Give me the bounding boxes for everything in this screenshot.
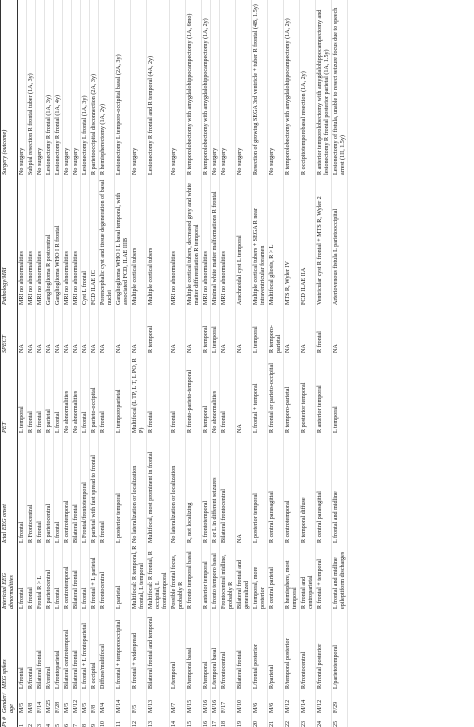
table-cell: R/temporal posterior [284, 609, 300, 689]
table-row [45, 0, 54, 727]
table-cell: R temporal [202, 305, 211, 353]
table-cell: 17 [211, 713, 220, 727]
table-cell: Multifocal (L TP, L T, L PO, R P) [131, 353, 147, 433]
table-cell: R or L in different seizures [211, 433, 220, 543]
table-cell: R parieto-occipital [90, 353, 99, 433]
table-cell: Arteriovenous fistula L parietooccipital [332, 175, 348, 305]
table-cell: 13 [147, 713, 170, 727]
table-cell: MRI no abnormalities [220, 175, 236, 305]
table-cell: No surgery [36, 0, 45, 175]
table-cell: R/frontocentral [220, 609, 236, 689]
table-cell: Minimal white matter malformations R frontal [211, 175, 220, 305]
table-cell: Bilateral frontal and generalized [236, 543, 252, 609]
table-cell: 22 [284, 713, 300, 727]
table-cell: R parietocentral [45, 433, 54, 543]
table-cell: R frontal + L parietal [90, 543, 99, 609]
table-cell: R, not localizing [186, 433, 202, 543]
table-cell: Multiple cortical tubers [147, 175, 170, 305]
table-cell: R posterior temporal [300, 353, 316, 433]
table-cell: R centrotemporal [63, 433, 72, 543]
table-cell: R hemispherectomy (1A, 2y) [99, 0, 115, 175]
table-cell: NA [332, 305, 348, 353]
table-cell: NA [300, 305, 316, 353]
table-cell: Lesionectomy of fistula, unable to resect seizure focus due to speech arrest (1II, 1.5y) [332, 0, 348, 175]
table-cell: 18 [220, 713, 236, 727]
table-cell: NA [81, 305, 90, 353]
table-cell: MRI no abnormalities [36, 175, 45, 305]
table-cell: Ventricular cyst R frontal + MTS R, Wyler 2 [316, 175, 332, 305]
table-cell: M/12 [316, 689, 332, 713]
table-cell: Multiple cortical tubers [131, 175, 147, 305]
table-cell: Porencephalic cyst and tissue degeneration of basal nuclei [99, 175, 115, 305]
table-cell: No abnormalities [211, 353, 220, 433]
table-cell: L frontal and midline epileptiform discharges [332, 543, 348, 609]
table-cell: Possible frontal focus, probably R [170, 543, 186, 609]
table-cell: R Frontocentral [27, 433, 36, 543]
table-cell: R/frontal [27, 609, 36, 689]
table-cell: 1 [18, 713, 27, 727]
table-cell: M/14 [300, 689, 316, 713]
table-row [284, 0, 300, 727]
table-cell: R occipital [90, 609, 99, 689]
table-cell: L frontal + temporal [252, 353, 268, 433]
table-cell: Cyst L frontal [81, 175, 90, 305]
header-row [1, 0, 18, 727]
table-cell: R occipitotemporobasal resection (1A, 2y) [300, 0, 316, 175]
table-cell: MRI no abnormalities [27, 175, 36, 305]
table-cell: R temporal [202, 353, 211, 433]
table-cell: Multifocal, most prominent in frontal [147, 433, 170, 543]
table-cell: L frontal and midline [332, 433, 348, 543]
table-cell: R temporo-parietal [284, 353, 300, 433]
table-cell: R temporo-parietal [268, 305, 284, 353]
table-cell: M/6 [252, 689, 268, 713]
table-cell: No surgery [220, 0, 236, 175]
table-cell: L frontal [54, 433, 63, 543]
table-cell: Bilateral centrotemporal [63, 609, 72, 689]
table-cell: Lesionectomy L temporo-occipital basal (2A, 3y) [115, 0, 131, 175]
table-cell: No surgery [236, 0, 252, 175]
table-cell: L/temporal [170, 609, 186, 689]
table-cell: M/5 [63, 689, 72, 713]
table-cell: No surgery [211, 0, 220, 175]
table-cell: NA [131, 305, 147, 353]
table-cell: L temporal, more posterior [252, 543, 268, 609]
table-cell: R frontal [36, 433, 45, 543]
table-row [220, 0, 236, 727]
table-cell: M/7 [170, 689, 186, 713]
table-row [18, 0, 27, 727]
table-cell: 14 [170, 713, 186, 727]
table-row [90, 0, 99, 727]
table-cell: No lateralization or localization [170, 433, 186, 543]
table-cell: Multiple cortical tubers, decreased grey and white matter differentiation R temporal [186, 175, 202, 305]
table-cell: 8 [81, 713, 90, 727]
table-cell: NA [45, 305, 54, 353]
table-cell: L temporoparietal [115, 353, 131, 433]
table-cell: R parietocentral [45, 543, 54, 609]
table-cell: L/parietotemporal [332, 609, 348, 689]
table-cell: R frontal [170, 353, 186, 433]
table-cell: NA [170, 305, 186, 353]
table-cell: L frontal [18, 433, 27, 543]
table-cell: 23 [300, 713, 316, 727]
table-cell: Arachnoidal cyst L temporal [236, 175, 252, 305]
table-cell: F/28 [54, 689, 63, 713]
table-cell: R/temporal [202, 609, 211, 689]
table-cell: 10 [99, 713, 115, 727]
table-row [27, 0, 36, 727]
table-row [63, 0, 72, 727]
table-cell: R/temporal basal [186, 609, 202, 689]
table-cell: M/5 [81, 689, 90, 713]
table-cell: Frontocentral midline, probably R [220, 543, 236, 609]
table-cell: R frontal and centroparietal [300, 543, 316, 609]
table-row [170, 0, 186, 727]
table-cell: 21 [268, 713, 284, 727]
table-cell: F/5 [131, 689, 147, 713]
table-cell: 4 [45, 713, 54, 727]
table-cell: MTS R, Wyler IV [284, 175, 300, 305]
table-cell: L frontal [81, 543, 90, 609]
table-cell: 2 [27, 713, 36, 727]
table-cell: R frontal [27, 543, 36, 609]
table-cell: R/parietal [268, 609, 284, 689]
column-header: Ictal EEG onset [1, 433, 18, 543]
table-cell: F/29 [332, 689, 348, 713]
column-header: Pathology/MRI [1, 175, 18, 305]
table-cell: NA [63, 305, 72, 353]
table-cell: R frontal [99, 353, 115, 433]
table-cell: NA [284, 305, 300, 353]
table-cell: No lateralization or localization [131, 433, 147, 543]
table-row [268, 0, 284, 727]
table-cell: M/4 [99, 689, 115, 713]
table-cell: 15 [186, 713, 202, 727]
table-cell: F/14 [36, 689, 45, 713]
table-cell: 24 [316, 713, 332, 727]
table-cell: 6 [63, 713, 72, 727]
table-cell: R central parasagittal [268, 433, 284, 543]
table-cell: L temporal [252, 305, 268, 353]
table-cell: NA [72, 305, 81, 353]
table-cell: Frontal R > L [36, 543, 45, 609]
table-cell: No surgery [18, 0, 27, 175]
column-header: Gender/age [1, 689, 18, 713]
table-cell: R temporal diffuse [300, 433, 316, 543]
table-cell: Diffuse/multifocal [99, 609, 115, 689]
column-header: Surgery (outcome) [1, 0, 18, 175]
table-cell: R anterior temporolobectomy with amygdalohippocampectomy and lesionectomy R frontal posterior parietal (1A, 1.5y) [316, 0, 332, 175]
table-cell: 7 [72, 713, 81, 727]
table-cell: No surgery [268, 0, 284, 175]
table-cell: R frontotemporal [202, 433, 211, 543]
table-cell: L Frontal/frontotemporal [81, 433, 90, 543]
table-cell: Ganglioglioma R postcentral [45, 175, 54, 305]
table-cell: M/5 [18, 689, 27, 713]
table-cell: Multifocal gliosis, R > L [268, 175, 284, 305]
table-cell: L frontal [54, 543, 63, 609]
table-cell: L/temporal basal [211, 609, 220, 689]
table-cell: No surgery [170, 0, 186, 175]
table-cell: M/12 [284, 689, 300, 713]
table-cell: M/16 [202, 689, 211, 713]
table-cell: NA [236, 353, 252, 433]
table-cell: R parietal [45, 353, 54, 433]
table-cell: M/14 [115, 689, 131, 713]
table-cell: FCD ILAE IC [90, 175, 99, 305]
table-cell: M/13 [147, 689, 170, 713]
table-cell: L/frontal [18, 609, 27, 689]
column-header: Pt # [1, 713, 18, 727]
table-cell: MRI no abnormalities [202, 175, 211, 305]
table-row [72, 0, 81, 727]
table-cell: NA [220, 305, 236, 353]
table-cell: L posterior temporal [115, 433, 131, 543]
table-cell: R frontal [27, 353, 36, 433]
table-cell: No surgery [63, 0, 72, 175]
table-cell: MRI no abnormalities [63, 175, 72, 305]
table-cell: L posterior temporal [252, 433, 268, 543]
table-cell: L frontal [81, 353, 90, 433]
table-cell: L frontal [18, 543, 27, 609]
table-cell: L frontal [54, 353, 63, 433]
table-row [36, 0, 45, 727]
table-cell: Resection of growing SEGA 3rd ventricle + tuber R frontal (4B, 1.5y) [252, 0, 268, 175]
table-cell: M/10 [236, 689, 252, 713]
table-cell: L/frontoparietal [54, 609, 63, 689]
table-cell: No abnormalities [63, 353, 72, 433]
table-cell: L temporal [332, 353, 348, 433]
table-cell: L frontal + L frontoparietal [81, 609, 90, 689]
table-cell: Bilateral frontal [72, 543, 81, 609]
table-cell: MRI no abnormalities [170, 175, 186, 305]
table-cell: M/25 [45, 689, 54, 713]
table-cell: 5 [54, 713, 63, 727]
table-cell: Bilateral frontal [72, 433, 81, 543]
table-cell: R parietal with fast spread to frontal [90, 433, 99, 543]
table-cell: R frontal [316, 305, 332, 353]
table-cell: R temporolobectomy with amygdalohippocampectomy (1A, 2y) [284, 0, 300, 175]
table-cell: R/frontal posterior [316, 609, 332, 689]
table-cell: L temporal [211, 305, 220, 353]
table-cell: R frontal [36, 353, 45, 433]
table-cell: NA [186, 305, 202, 353]
table-cell: 3 [36, 713, 45, 727]
table-cell: R centrotemporal [284, 433, 300, 543]
table-cell: Multifocal: R frontal, R occipital, L frontotemporal [147, 543, 170, 609]
table-cell: Bilateral frontocentral [220, 433, 236, 543]
table-cell: Ganglioglioma WHO I L basal temporal, with associated FCD, ILAE IIIB [115, 175, 131, 305]
table-cell: R frontal [147, 353, 170, 433]
table-cell: NA [36, 305, 45, 353]
table-cell: Bilateral frontal [72, 609, 81, 689]
table-cell: NA [236, 305, 252, 353]
table-cell: 9 [90, 713, 99, 727]
table-cell: L temporal [18, 353, 27, 433]
table-cell: No abnormalities [72, 353, 81, 433]
table-cell: NA [18, 305, 27, 353]
table-cell: R frontocentral [99, 543, 115, 609]
table-cell: R/frontocentral [300, 609, 316, 689]
table-cell: L fronto temporo basal [211, 543, 220, 609]
column-header: PET [1, 353, 18, 433]
table-cell: MRI no abnormalities [18, 175, 27, 305]
table-cell: Multifocal: R temporal, R frontal, L temporal [131, 543, 147, 609]
table-cell: Subpial resection R frontal tuber (1A, 3y) [27, 0, 36, 175]
table-cell: NA [99, 305, 115, 353]
table-cell: Lesionectomy R frontal (1A, 4y) [54, 0, 63, 175]
table-cell: No surgery [72, 0, 81, 175]
table-cell: NA [54, 305, 63, 353]
column-header: MEG spikes [1, 609, 18, 689]
table-cell: 16 [202, 713, 211, 727]
table-cell: M/12 [72, 689, 81, 713]
table-cell: M/15 [186, 689, 202, 713]
table-cell: 25 [332, 713, 348, 727]
table-cell: Ganglioglioma WHO I R frontal [54, 175, 63, 305]
table-cell: NA [27, 305, 36, 353]
table-header [1, 0, 18, 727]
table-cell: R/central [45, 609, 54, 689]
table-cell: Lesionectomy R frontal and R temporal (4A, 2y) [147, 0, 170, 175]
table-cell: M/8 [27, 689, 36, 713]
table-cell: R central parietal [268, 543, 284, 609]
table-row [316, 0, 332, 727]
table-row [99, 0, 115, 727]
table-cell: L parietal [115, 543, 131, 609]
table-cell: R frontal or parieto-occipital [268, 353, 284, 433]
table-cell: 11 [115, 713, 131, 727]
table-cell: R frontal [99, 433, 115, 543]
table-row [147, 0, 170, 727]
table-cell: No surgery [131, 0, 147, 175]
table-cell: L frontal + temporooccipital [115, 609, 131, 689]
column-header: Interictal EEG abnormalities [1, 543, 18, 609]
table-cell: R fronto-parieto-temporal [186, 353, 202, 433]
table-body [18, 0, 348, 727]
table-row [202, 0, 211, 727]
column-header: SPECT [1, 305, 18, 353]
table-row [115, 0, 131, 727]
table-cell: 12 [131, 713, 147, 727]
table-row [252, 0, 268, 727]
table-cell: F/17 [220, 689, 236, 713]
table-row [236, 0, 252, 727]
table-cell: R frontal + widespread [131, 609, 147, 689]
table-cell: MRI no abnormalities [72, 175, 81, 305]
table-cell: R hemisphere, most temporal [284, 543, 300, 609]
table-cell: R frontal [220, 353, 236, 433]
table-row [332, 0, 348, 727]
table-cell: Lesionectomy L frontal (1A, 3y) [81, 0, 90, 175]
table-cell: R frontal + temporal [316, 543, 332, 609]
table-cell: 20 [252, 713, 268, 727]
table-cell: R temporolobectomy with amygdalohippocampectomy (1A, 6mo) [186, 0, 202, 175]
table-cell: M/16 [211, 689, 220, 713]
table-cell: M/6 [268, 689, 284, 713]
table-cell: Bilateral frontal [236, 609, 252, 689]
table-cell: F/8 [90, 689, 99, 713]
table-cell: R fronto temporal basal [186, 543, 202, 609]
table-cell: R temporal [147, 305, 170, 353]
table-cell: R parietooccipital disconnection (2A, 3y) [90, 0, 99, 175]
table-cell: L/frontal posterior [252, 609, 268, 689]
table-cell: R anterior temporal [202, 543, 211, 609]
table-row [186, 0, 202, 727]
table-cell: R central parasagittal [316, 433, 332, 543]
table-cell: R centrotemporal [63, 543, 72, 609]
table-cell: NA [90, 305, 99, 353]
table-cell: R anterior temporal [316, 353, 332, 433]
table-cell: FCD ILAE IIA [300, 175, 316, 305]
table-cell: NA [115, 305, 131, 353]
table-cell: Bilateral frontal [36, 609, 45, 689]
table-row [131, 0, 147, 727]
table-row [300, 0, 316, 727]
table-row [54, 0, 63, 727]
table-row [211, 0, 220, 727]
table-cell: Bilateral frontal and temporal [147, 609, 170, 689]
table-cell: 19 [236, 713, 252, 727]
table-cell: Multiple cortical tubers + SEGA R near intraventricular foramen [252, 175, 268, 305]
table-row [81, 0, 90, 727]
table-cell: R temporolobectomy with amygdalohippocampectomy (1A, 2y) [202, 0, 211, 175]
table-cell: NA [236, 433, 252, 543]
table-cell: Lesionectomy R frontal (1A, 3y) [45, 0, 54, 175]
